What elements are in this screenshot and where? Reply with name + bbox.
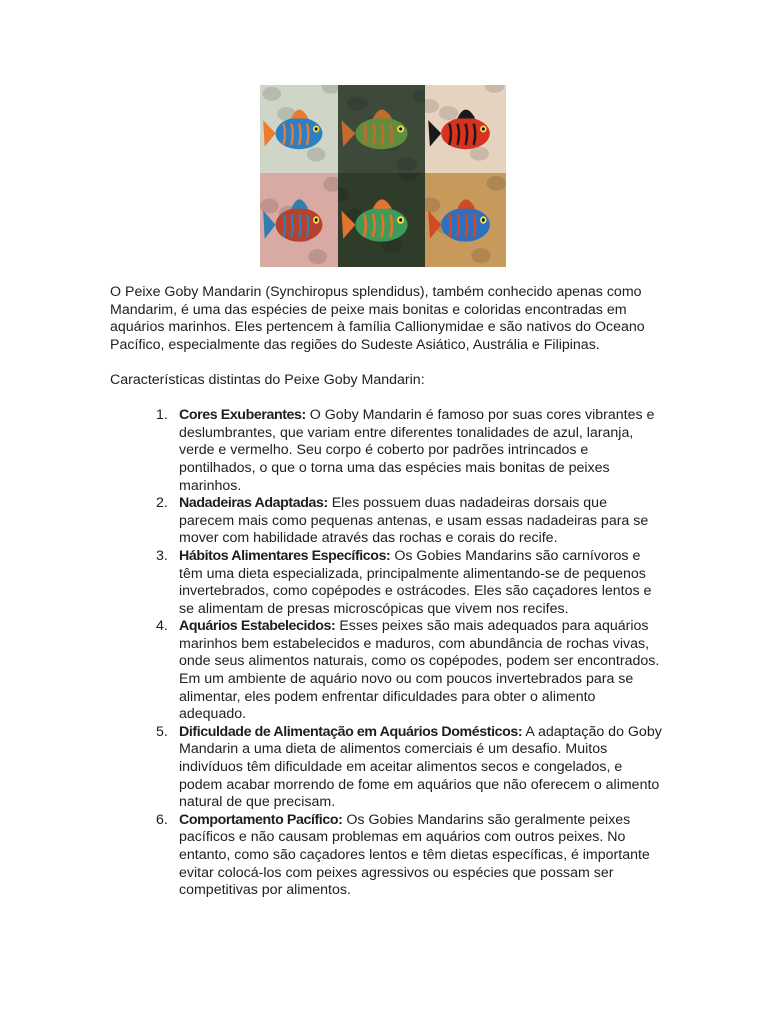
list-item <box>110 548 663 618</box>
item-number: 4. <box>156 618 168 635</box>
item-number: 3. <box>156 547 168 564</box>
item-text: A adaptação do Goby Mandarin a uma dieta de alimentos comerciais é um desafio. Muitos indivíduos têm dificuldade em aceitar alimentos secos e congelados, e podem acabar morrendo de fome em aquários que não oferecem o alimento natural de que precisam. <box>179 723 662 811</box>
mandarin-fish-red-black-icon <box>425 85 506 173</box>
mandarin-fish-blue-red-icon <box>425 173 506 267</box>
item-title: Hábitos Alimentares Específicos: <box>179 547 391 564</box>
item-number: 5. <box>156 723 168 740</box>
mandarin-fish-blue-orange-icon <box>260 85 338 173</box>
mandarin-fish-teal-red-icon <box>260 173 338 267</box>
list-item <box>110 618 663 724</box>
mandarin-fish-green-orange-icon <box>338 173 425 267</box>
item-title: Dificuldade de Alimentação em Aquários Domésticos: <box>179 723 523 740</box>
document-body <box>110 284 662 900</box>
list-item <box>110 407 663 495</box>
item-number: 6. <box>156 811 168 828</box>
item-text: Os Gobies Mandarins são carnívoros e têm uma dieta especializada, principalmente alimentando-se de pequenos invertebrados, como copépodes e ostrácodes. Eles são caçadores lentos e se alimentam de presas microscópicas que vivem nos recifes. <box>179 547 652 617</box>
list-item <box>110 495 663 548</box>
list-item <box>110 812 663 900</box>
item-text: O Goby Mandarin é famoso por suas cores vibrantes e deslumbrantes, que variam entre diferentes tonalidades de azul, laranja, verde e vermelho. Seu corpo é coberto por padrões intrincados e pontilhados, o que o torna uma das espécies mais bonitas de peixes marinhos. <box>179 407 655 494</box>
item-number: 2. <box>156 495 168 512</box>
list-item <box>110 724 663 812</box>
item-title: Nadadeiras Adaptadas: <box>179 495 328 512</box>
item-text: Eles possuem duas nadadeiras dorsais que parecem mais como pequenas antenas, e usam essas nadadeiras para se mover com habilidade através das rochas e corais do recife. <box>179 495 649 547</box>
item-title: Aquários Estabelecidos: <box>179 618 336 635</box>
item-number: 1. <box>156 407 168 424</box>
mandarin-fish-green-spotted-icon <box>338 85 425 173</box>
list-heading: Características distintas do Peixe Goby Mandarin: <box>110 371 425 388</box>
item-title: Comportamento Pacífico: <box>179 811 343 828</box>
item-text: Os Gobies Mandarins são geralmente peixes pacíficos e não causam problemas em aquários com outros peixes. No entanto, como são caçadores lentos e têm dietas específicas, é importante evitar colocá-los com peixes agressivos ou espécies que possam ser competitivas por alimentos. <box>179 811 650 899</box>
characteristics-list <box>110 407 662 900</box>
intro-paragraph: O Peixe Goby Mandarin (Synchiropus splendidus), também conhecido apenas como Mandarim, é uma das espécies de peixe mais bonitas e coloridas encontradas em aquários marinhos. Eles pertencem à família Callionymidae e são nativos do Oceano Pacífico, especialmente das regiões do Sudeste Asiático, Austrália e Filipinas. <box>110 284 645 353</box>
item-text: Esses peixes são mais adequados para aquários marinhos bem estabelecidos e maduros, com abundância de rochas vivas, onde seus alimentos naturais, como os copépodes, podem ser encontrados. Em um ambiente de aquário novo ou com poucos invertebrados para se alimentar, eles podem enfrentar dificuldades para obter o alimento adequado. <box>179 618 660 723</box>
mandarin-fish-photo-collage <box>260 85 506 267</box>
item-title: Cores Exuberantes: <box>179 407 306 424</box>
